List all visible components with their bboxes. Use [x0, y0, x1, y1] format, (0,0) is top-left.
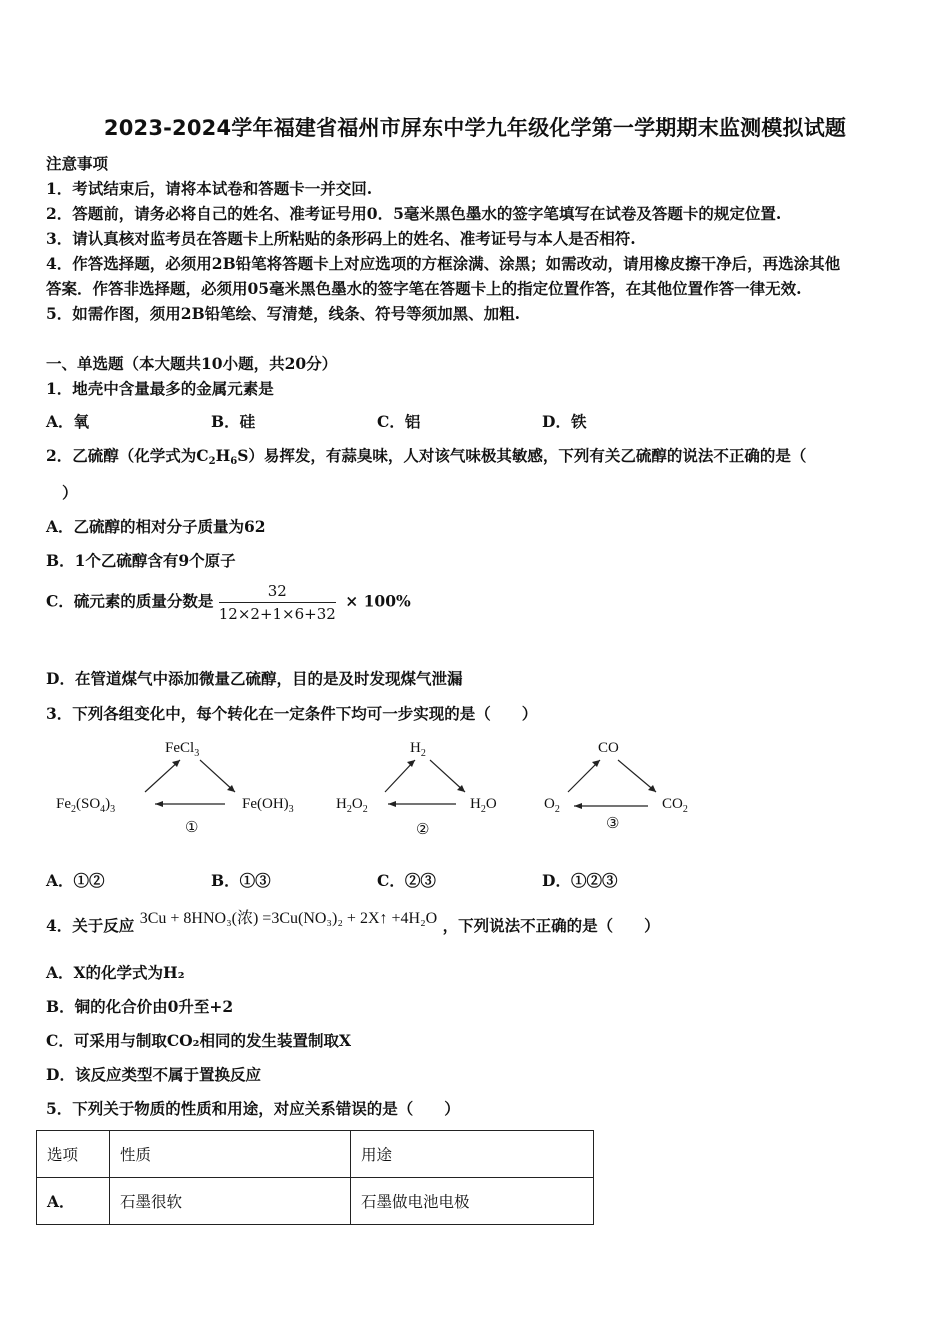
table-row	[37, 1178, 594, 1225]
section-heading: 一、单选题（本大题共10小题，共20分）	[46, 354, 338, 373]
scheme2-left: $H_2O_2$	[336, 796, 368, 815]
q5-stem: 5．下列关于物质的性质和用途，对应关系错误的是（ ）	[46, 1099, 460, 1118]
scheme3-top: CO	[598, 740, 619, 756]
scheme3-left: $O_2$	[544, 796, 560, 815]
scheme3-number: ③	[606, 816, 620, 832]
scheme1-right: $Fe(OH)_3$	[242, 796, 294, 815]
scheme1-arrow-up	[145, 760, 180, 792]
table-cell-option[interactable]: A．	[37, 1178, 110, 1225]
notice-item-4: 4．作答选择题，必须用2B铅笔将答题卡上对应选项的方框涂满、涂黑；如需改动，请用橡皮擦干净后，再选涂其他	[46, 254, 841, 273]
q4-stem: 4．关于反应 3Cu + 8HNO₃(浓) =3Cu(NO₃)₂ + 2X↑ +4H₂O ，下列说法不正确的是（ ）	[46, 910, 660, 935]
q4-option-d[interactable]: D．该反应类型不属于置换反应	[46, 1065, 261, 1084]
q2-option-a[interactable]: A．乙硫醇的相对分子质量为62	[46, 517, 266, 536]
scheme1-top: FeCl$_3$	[165, 740, 200, 759]
scheme2-number: ②	[416, 822, 430, 838]
scheme1-arrow-down	[200, 760, 235, 792]
q3-option-b[interactable]: B．①③	[211, 871, 271, 890]
page-title: 2023-2024学年福建省福州市屏东中学九年级化学第一学期期末监测模拟试题	[103, 116, 847, 140]
table-cell-property: 石墨很软	[110, 1178, 351, 1225]
q3-option-d[interactable]: D．①②③	[542, 871, 618, 890]
table-header-option: 选项	[37, 1131, 110, 1178]
scheme1-left: $Fe_2(SO_4)_3$	[56, 796, 116, 815]
table-header-use: 用途	[351, 1131, 594, 1178]
notice-heading: 注意事项	[46, 154, 109, 173]
scheme3-right: $CO_2$	[662, 796, 688, 815]
scheme1-number: ①	[185, 820, 199, 836]
q1-option-b[interactable]: B．硅	[211, 412, 256, 431]
scheme2-arrow-down	[430, 760, 465, 792]
q2-option-d[interactable]: D．在管道煤气中添加微量乙硫醇，目的是及时发现煤气泄漏	[46, 669, 463, 688]
q3-option-a[interactable]: A．①②	[46, 871, 105, 890]
scheme-2	[330, 732, 520, 842]
notice-item-4-cont: 答案．作答非选择题，必须用05毫米黑色墨水的签字笔在答题卡上的指定位置作答，在其他位置作答一律无效.	[46, 279, 802, 298]
q2-stem-close: ）	[62, 483, 78, 502]
q1-option-d[interactable]: D．铁	[542, 412, 587, 431]
q2-stem: 2．乙硫醇（化学式为$C_2H_6S$）易挥发，有蒜臭味，人对该气味极其敏感，下列有关乙硫醇的说法不正确的是（	[46, 446, 807, 467]
scheme2-right: $H_2O$	[470, 796, 497, 815]
q4-option-c[interactable]: C．可采用与制取CO₂相同的发生装置制取X	[46, 1031, 351, 1050]
q1-option-a[interactable]: A．氧	[46, 412, 90, 431]
q2-option-b[interactable]: B．1个乙硫醇含有9个原子	[46, 551, 236, 570]
q3-stem: 3．下列各组变化中，每个转化在一定条件下均可一步实现的是（ ）	[46, 704, 538, 723]
scheme3-arrow-down	[618, 760, 656, 792]
q3-option-c[interactable]: C．②③	[377, 871, 436, 890]
q2-option-c[interactable]: C．硫元素的质量分数是 $\frac{32}{12\times 2+1\times 6+32}$ × 100%	[46, 582, 411, 623]
q1-option-c[interactable]: C．铝	[377, 412, 421, 431]
q1-stem: 1．地壳中含量最多的金属元素是	[46, 379, 274, 398]
notice-item-2: 2．答题前，请务必将自己的姓名、准考证号用0．5毫米黑色墨水的签字笔填写在试卷及答题卡的规定位置.	[46, 204, 782, 223]
q5-table	[36, 1130, 594, 1225]
notice-item-1: 1．考试结束后，请将本试卷和答题卡一并交回.	[46, 179, 373, 198]
q4-equation: 3Cu + 8HNO₃(浓) =3Cu(NO₃)₂ + 2X↑ +4H₂O	[139, 910, 438, 927]
table-cell-use: 石墨做电池电极	[351, 1178, 594, 1225]
scheme-1	[50, 732, 320, 842]
q4-option-a[interactable]: A．X的化学式为H₂	[46, 963, 185, 982]
table-header-property: 性质	[110, 1131, 351, 1178]
scheme-3	[538, 732, 708, 842]
mass-fraction: $\frac{32}{12\times 2+1\times 6+32}$	[218, 582, 336, 623]
notice-item-3: 3．请认真核对监考员在答题卡上所粘贴的条形码上的姓名、准考证号与本人是否相符.	[46, 229, 636, 248]
notice-item-5: 5．如需作图，须用2B铅笔绘、写清楚，线条、符号等须加黑、加粗.	[46, 304, 521, 323]
q4-option-b[interactable]: B．铜的化合价由0升至+2	[46, 997, 234, 1016]
table-header-row	[37, 1131, 594, 1178]
scheme2-top: $H_2$	[410, 740, 426, 759]
